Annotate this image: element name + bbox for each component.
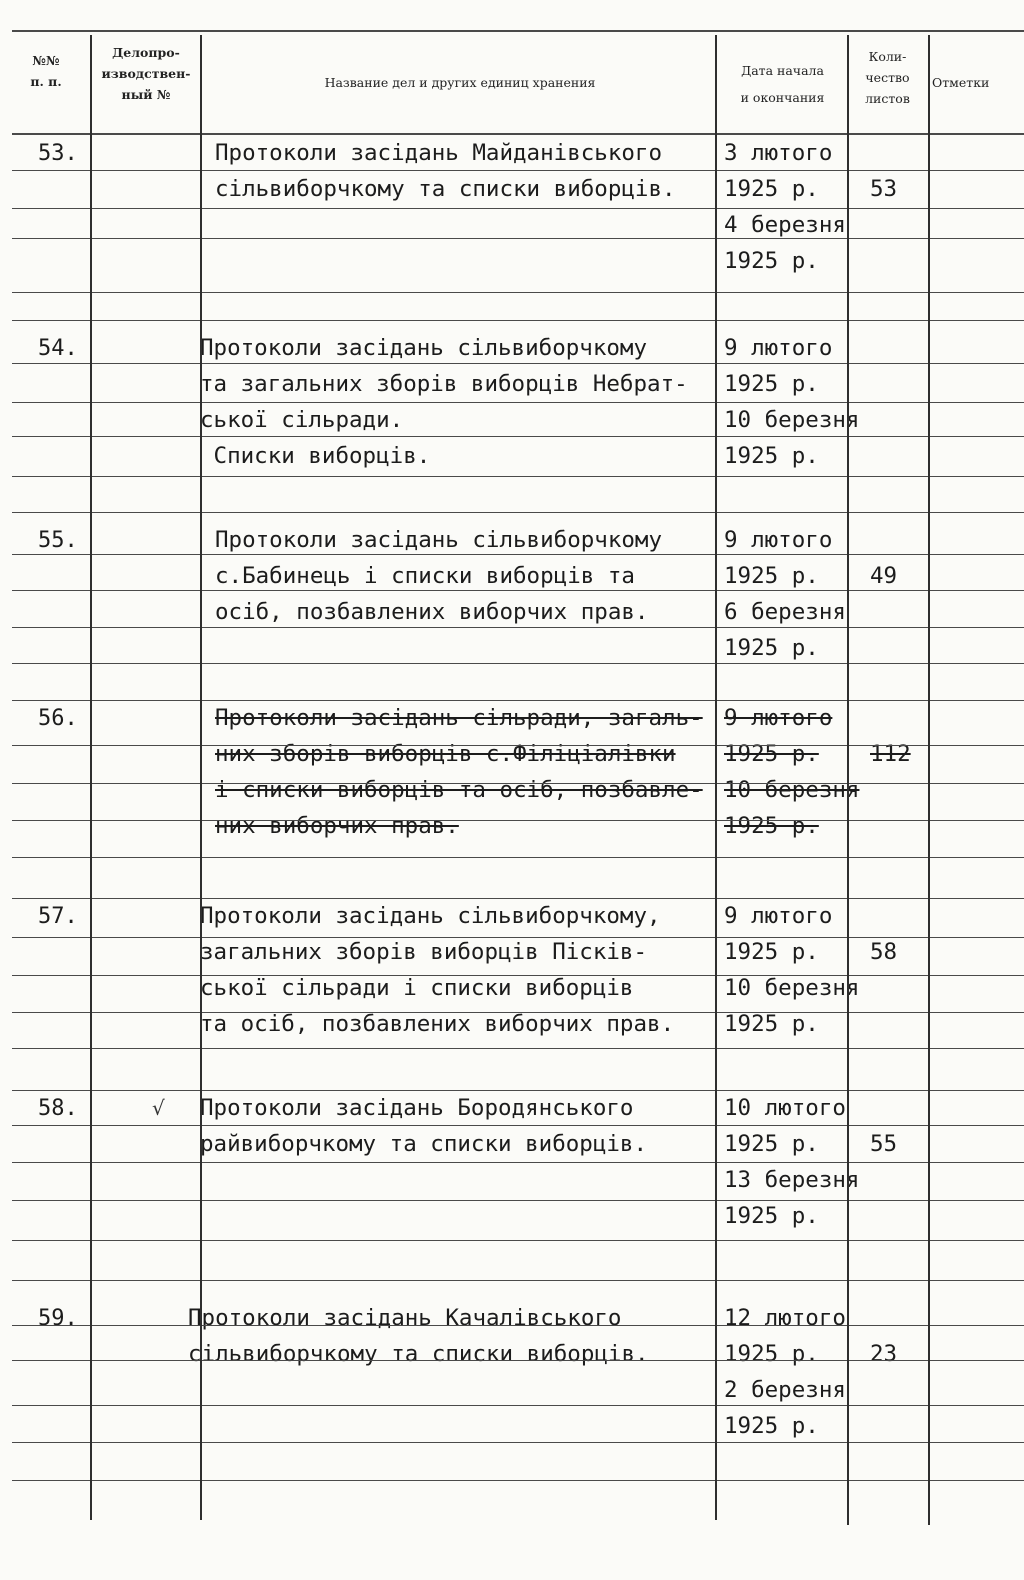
- grid-row-line: [12, 170, 1024, 171]
- record-date-line: 4 березня: [724, 212, 846, 238]
- grid-row-line: [12, 1162, 1024, 1163]
- header-col-number-line: №№: [32, 53, 60, 68]
- record-date-line: 10 березня: [724, 777, 860, 803]
- record-title-line: Протоколи засідань Бородянського: [200, 1095, 634, 1121]
- record-number: 55.: [38, 528, 78, 553]
- record-date-line: 1925 р.: [724, 563, 819, 589]
- header-col-dates-line: и окончания: [740, 90, 825, 105]
- grid-column-line: [90, 35, 92, 1520]
- header-col-sheets-line: листов: [865, 91, 910, 106]
- record-date-line: 12 лютого: [724, 1305, 846, 1331]
- grid-column-line: [928, 35, 930, 1525]
- grid-column-line: [200, 35, 202, 1520]
- grid-row-line: [12, 320, 1024, 321]
- record-date-line: 1925 р.: [724, 813, 819, 839]
- header-col-office-number: [94, 42, 198, 105]
- grid-row-line: [12, 898, 1024, 899]
- record-title-line: загальних зборів виборців Пісків-: [200, 939, 648, 965]
- grid-row-line: [12, 363, 1024, 364]
- record-date-line: 9 лютого: [724, 705, 833, 731]
- grid-row-line: [12, 627, 1024, 628]
- record-date-line: 1925 р.: [724, 1203, 819, 1229]
- record-date-line: 9 лютого: [724, 903, 833, 929]
- record-sheet-count: 49: [870, 563, 898, 589]
- header-col-office-line: Делопро-: [112, 45, 180, 60]
- record-date-line: 1925 р.: [724, 443, 819, 469]
- header-col-notes: [932, 72, 1024, 93]
- grid-column-line: [715, 35, 717, 1520]
- grid-row-line: [12, 590, 1024, 591]
- record-title-line: та осіб, позбавлених виборчих прав.: [200, 1011, 675, 1037]
- record-sheet-count: 23: [870, 1341, 898, 1367]
- record-number: 59.: [38, 1306, 78, 1331]
- record-date-line: 1925 р.: [724, 371, 819, 397]
- record-number: 56.: [38, 706, 78, 731]
- record-title-line: осіб, позбавлених виборчих прав.: [215, 599, 649, 625]
- grid-row-line: [12, 1125, 1024, 1126]
- record-title-line: і списки виборців та осіб, позбавле-: [215, 777, 703, 803]
- grid-row-line: [12, 1240, 1024, 1241]
- record-date-line: 9 лютого: [724, 527, 833, 553]
- record-date-line: 1925 р.: [724, 1131, 819, 1157]
- record-date-line: 1925 р.: [724, 635, 819, 661]
- header-col-office-line: ный №: [121, 87, 171, 102]
- record-date-line: 1925 р.: [724, 939, 819, 965]
- grid-row-line: [12, 1090, 1024, 1091]
- grid-row-line: [12, 238, 1024, 239]
- record-date-line: 13 березня: [724, 1167, 860, 1193]
- record-title-line: них виборчих прав.: [215, 813, 459, 839]
- grid-row-line: [12, 1360, 1024, 1361]
- header-col-sheets: [850, 46, 925, 109]
- record-title-line: ської сільради.: [200, 407, 404, 433]
- record-date-line: 10 березня: [724, 975, 860, 1001]
- header-col-dates-line: Дата начала: [741, 63, 824, 78]
- record-sheet-count: 58: [870, 939, 898, 965]
- grid-row-line: [12, 1405, 1024, 1406]
- record-title-line: сільвиборчкому та списки виборців.: [188, 1341, 649, 1367]
- record-title-line: них зборів виборців с.Філіціалівки: [215, 741, 676, 767]
- header-col-sheets-line: чество: [865, 70, 910, 85]
- record-date-line: 10 лютого: [724, 1095, 846, 1121]
- grid-row-line: [12, 292, 1024, 293]
- grid-row-line: [12, 402, 1024, 403]
- grid-row-line: [12, 476, 1024, 477]
- record-title-line: Протоколи засідань сільвиборчкому,: [200, 903, 661, 929]
- record-sheet-count: 55: [870, 1131, 898, 1157]
- record-title-line: та загальних зборів виборців Небрат-: [200, 371, 688, 397]
- record-number: 57.: [38, 904, 78, 929]
- record-date-line: 6 березня: [724, 599, 846, 625]
- record-title-line: с.Бабинець і списки виборців та: [215, 563, 635, 589]
- record-date-line: 10 березня: [724, 407, 860, 433]
- record-date-line: 1925 р.: [724, 1413, 819, 1439]
- grid-row-line: [12, 436, 1024, 437]
- grid-row-line: [12, 975, 1024, 976]
- record-number: 58.: [38, 1096, 78, 1121]
- record-date-line: 3 лютого: [724, 140, 833, 166]
- grid-row-line: [12, 512, 1024, 513]
- record-title-line: Протоколи засідань сільради, загаль-: [215, 705, 703, 731]
- check-mark: √: [152, 1096, 165, 1120]
- record-number: 54.: [38, 336, 78, 361]
- record-date-line: 2 березня: [724, 1377, 846, 1403]
- record-date-line: 1925 р.: [724, 1341, 819, 1367]
- record-title-line: Протоколи засідань Майданівського: [215, 140, 663, 166]
- grid-row-line: [12, 1442, 1024, 1443]
- record-date-line: 1925 р.: [724, 1011, 819, 1037]
- grid-row-line: [12, 1048, 1024, 1049]
- grid-row-line: [12, 554, 1024, 555]
- grid-row-line: [12, 133, 1024, 135]
- record-date-line: 1925 р.: [724, 741, 819, 767]
- grid-row-line: [12, 937, 1024, 938]
- grid-row-line: [12, 1480, 1024, 1481]
- record-title-line: райвиборчкому та списки виборців.: [200, 1131, 648, 1157]
- header-col-office-line: изводствен-: [101, 66, 191, 81]
- record-sheet-count: 112: [870, 741, 911, 767]
- header-col-number-line: п. п.: [30, 74, 62, 89]
- grid-row-line: [12, 820, 1024, 821]
- record-date-line: 1925 р.: [724, 248, 819, 274]
- record-title-line: Протоколи засідань Качалівського: [188, 1305, 622, 1331]
- record-title-line: ської сільради і списки виборців: [200, 975, 634, 1001]
- grid-row-line: [12, 1200, 1024, 1201]
- header-col-notes-text: Отметки: [932, 75, 990, 90]
- grid-row-line: [12, 857, 1024, 858]
- record-date-line: 1925 р.: [724, 176, 819, 202]
- grid-row-line: [12, 783, 1024, 784]
- grid-row-line: [12, 1325, 1024, 1326]
- header-col-dates: [720, 55, 845, 108]
- record-number: 53.: [38, 141, 78, 166]
- header-col-title-text: Название дел и других единиц хранения: [324, 75, 596, 90]
- grid-row-line: [12, 745, 1024, 746]
- grid-row-line: [12, 30, 1024, 32]
- record-title-line: Протоколи засідань сільвиборчкому: [215, 527, 663, 553]
- record-title-line: Протоколи засідань сільвиборчкому: [200, 335, 648, 361]
- grid-row-line: [12, 208, 1024, 209]
- record-sheet-count: 53: [870, 176, 898, 202]
- header-col-title: [210, 72, 710, 93]
- record-date-line: 9 лютого: [724, 335, 833, 361]
- grid-column-line: [847, 35, 849, 1525]
- header-col-sheets-line: Коли-: [868, 49, 907, 64]
- record-title-line: сільвиборчкому та списки виборців.: [215, 176, 676, 202]
- record-title-line: Списки виборців.: [200, 443, 431, 469]
- header-col-number: [14, 50, 78, 92]
- grid-row-line: [12, 1012, 1024, 1013]
- grid-row-line: [12, 700, 1024, 701]
- grid-row-line: [12, 663, 1024, 664]
- grid-row-line: [12, 1280, 1024, 1281]
